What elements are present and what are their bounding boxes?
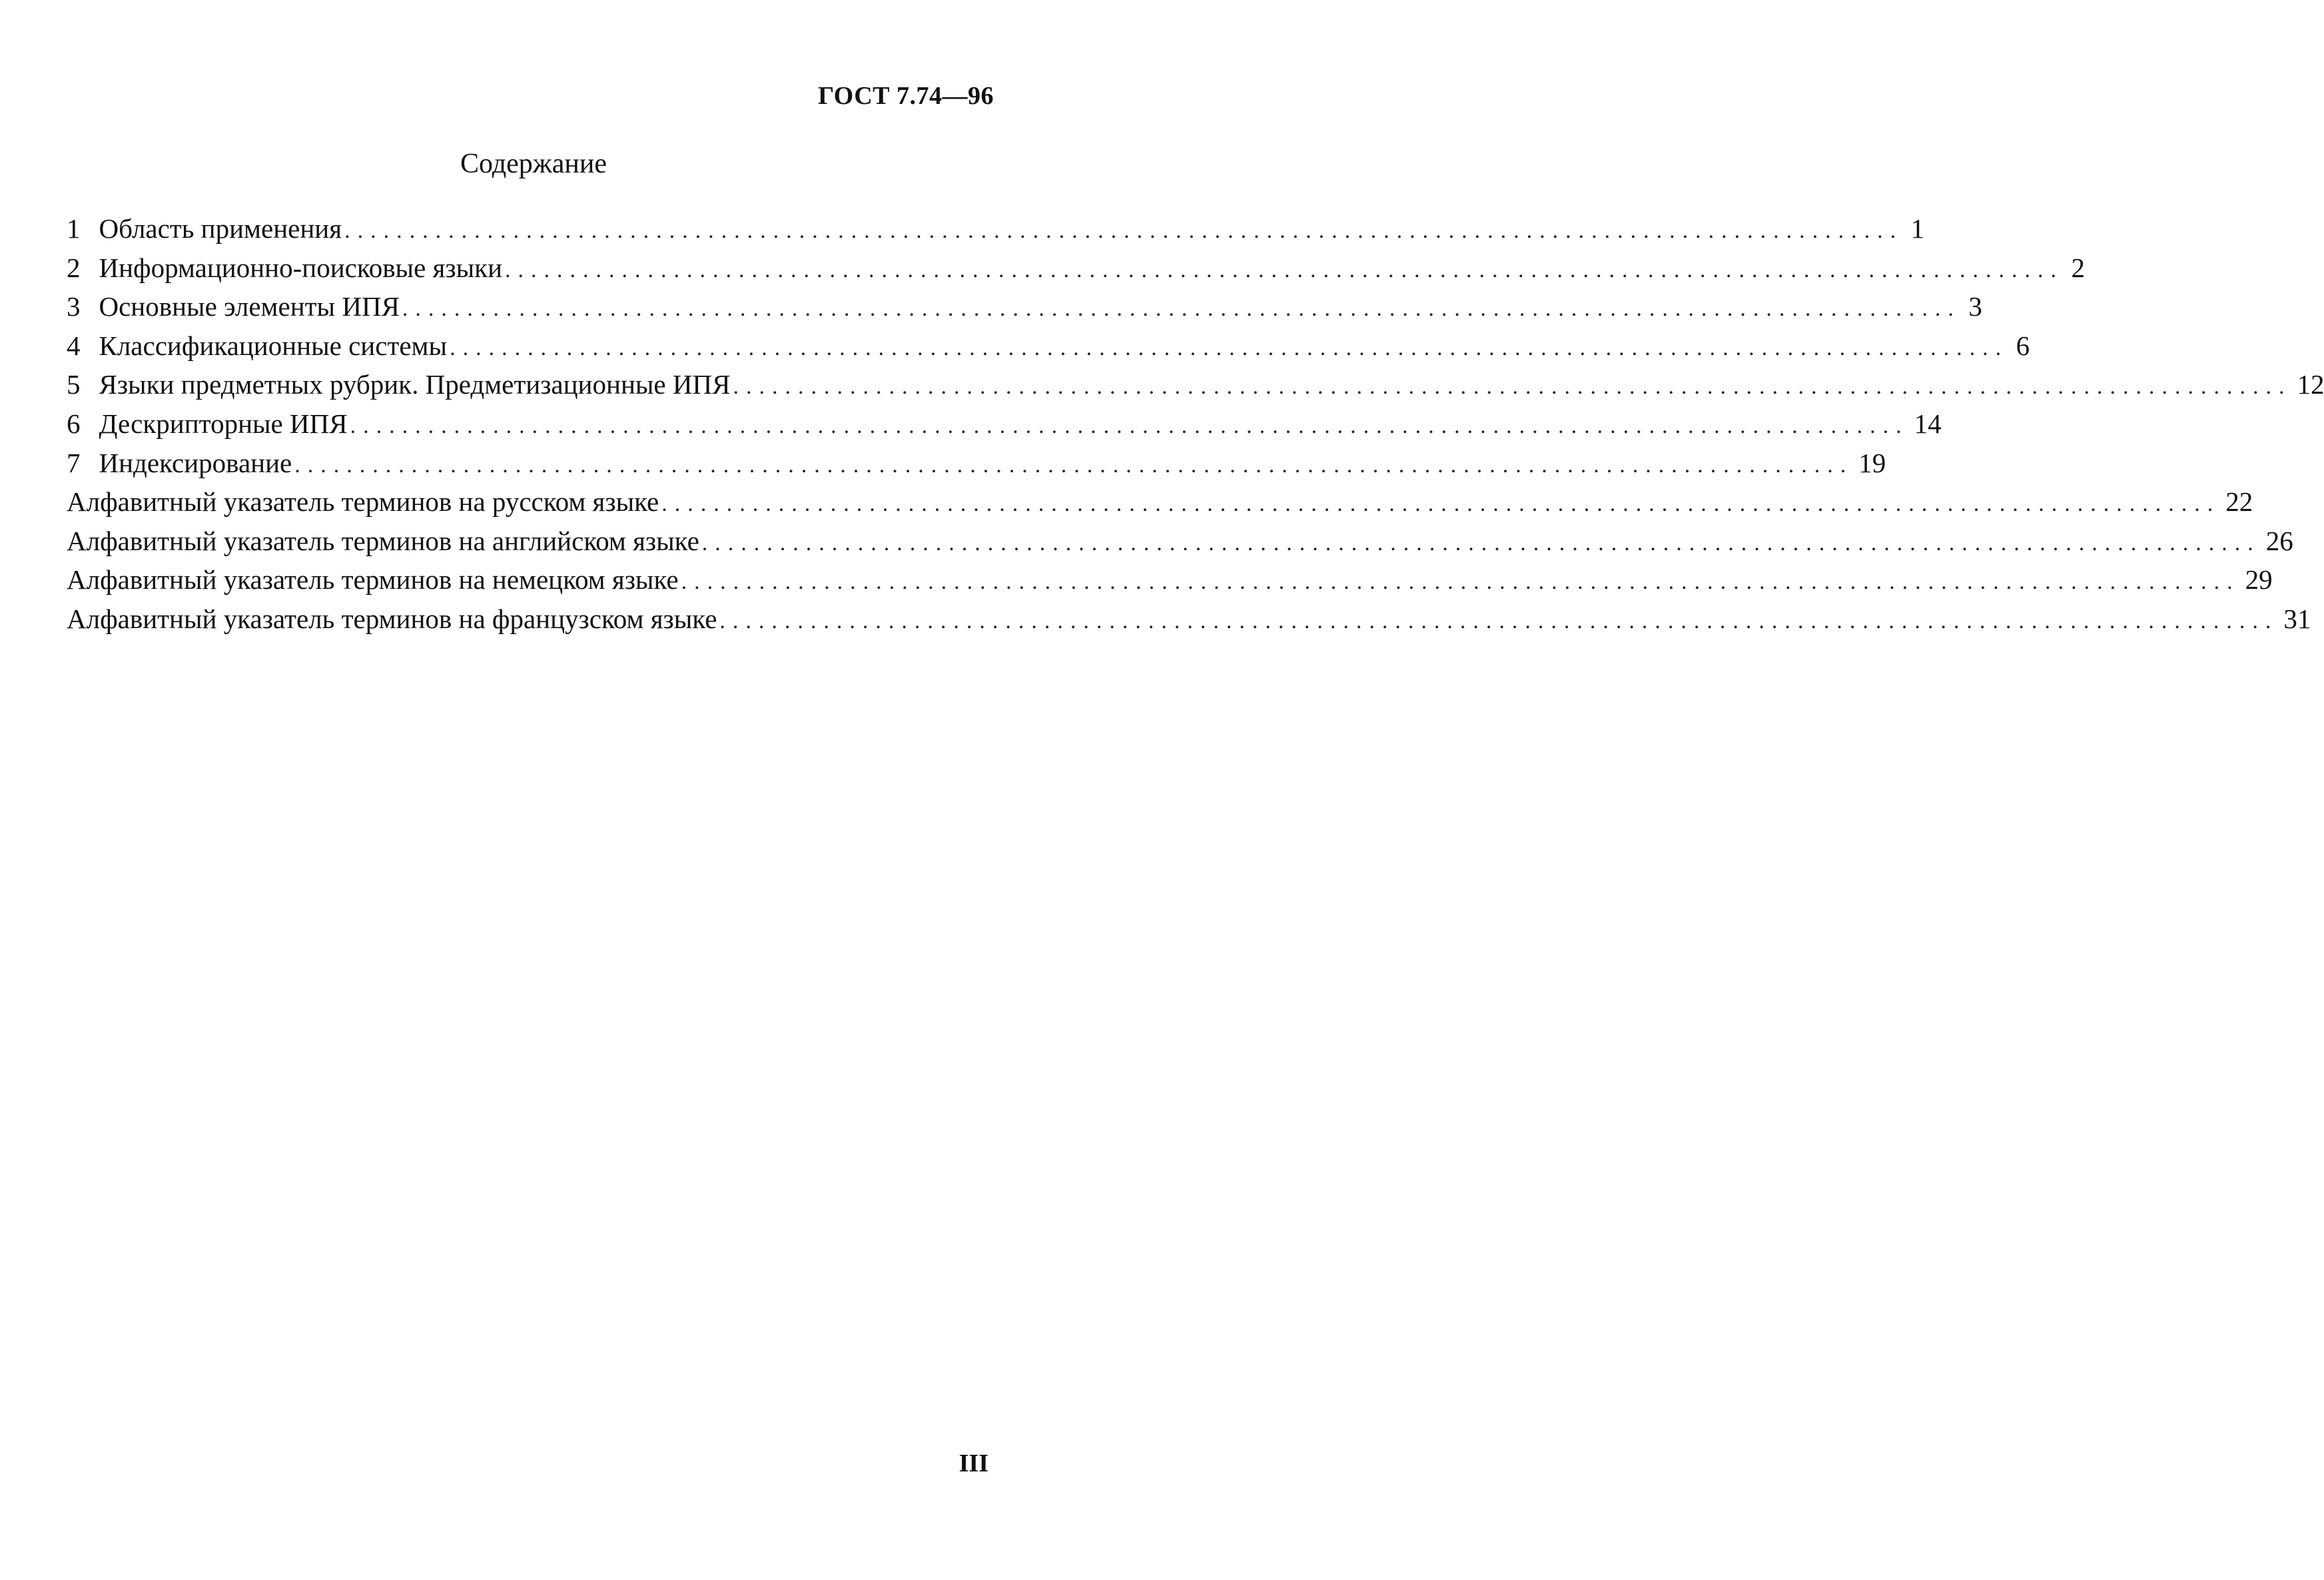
toc-entry-label: Индексирование xyxy=(99,447,292,478)
toc-entry-number: 1 xyxy=(67,213,81,244)
toc-entry[interactable] xyxy=(67,522,2293,561)
toc-entry-label: Языки предметных рубрик. Предметизационные ИПЯ xyxy=(99,369,731,400)
toc-entry[interactable] xyxy=(67,326,2030,366)
dot-leader: ........................................................................................................................ xyxy=(661,492,2221,517)
toc-entry-page: 12 xyxy=(2297,369,2324,400)
dot-leader: ........................................................................................................................ xyxy=(701,530,2261,556)
page-number: III xyxy=(959,1449,988,1477)
toc-entry-page: 26 xyxy=(2265,525,2293,556)
document-code: ГОСТ 7.74—96 xyxy=(817,82,994,110)
dot-leader: ........................................................................................................................ xyxy=(681,570,2240,595)
toc-entry-page: 3 xyxy=(1968,291,1982,322)
toc-entry-page: 31 xyxy=(2283,603,2311,634)
toc-entry-label: Дескрипторные ИПЯ xyxy=(99,408,348,439)
dot-leader: ........................................................................................................................ xyxy=(350,413,1909,438)
toc-entry[interactable] xyxy=(67,599,2311,639)
toc-entry-page: 2 xyxy=(2071,252,2086,283)
toc-entry-label: Алфавитный указатель терминов на русском языке xyxy=(67,486,659,518)
toc-entry-page: 14 xyxy=(1914,408,1942,439)
toc-entry-number: 2 xyxy=(67,252,81,283)
toc-entry[interactable] xyxy=(67,482,2253,522)
toc-entry-label: Информационно-поисковые языки xyxy=(99,252,503,283)
toc-entry-number: 3 xyxy=(67,291,81,322)
toc-entry[interactable] xyxy=(67,287,1982,326)
toc-entry-number: 5 xyxy=(67,369,81,400)
toc-entry-page: 19 xyxy=(1858,447,1886,478)
toc-entry-label: Алфавитный указатель терминов на французском языке xyxy=(67,603,717,634)
toc-entry-page: 6 xyxy=(2016,330,2030,361)
toc-entry[interactable] xyxy=(67,209,1925,248)
toc-entry-label: Алфавитный указатель терминов на английском языке xyxy=(67,525,699,556)
toc-entry[interactable] xyxy=(67,365,2324,404)
toc-entry[interactable] xyxy=(67,404,1942,444)
table-of-contents xyxy=(67,209,2324,639)
dot-leader: ........................................................................................................................ xyxy=(719,608,2279,633)
dot-leader: ........................................................................................................................ xyxy=(294,452,1854,478)
toc-entry[interactable] xyxy=(67,560,2273,599)
toc-entry-page: 1 xyxy=(1910,213,1925,244)
toc-entry[interactable] xyxy=(67,248,2086,288)
toc-entry-number: 6 xyxy=(67,408,81,439)
toc-entry-label: Основные элементы ИПЯ xyxy=(99,291,400,322)
toc-entry-page: 29 xyxy=(2245,564,2273,595)
dot-leader: ........................................................................................................................ xyxy=(402,296,1961,322)
toc-entry-label: Область применения xyxy=(99,213,342,244)
toc-entry[interactable] xyxy=(67,444,1886,483)
dot-leader: ........................................................................................................................ xyxy=(344,218,1904,243)
toc-title: Содержание xyxy=(460,149,607,179)
dot-leader: ........................................................................................................................ xyxy=(733,374,2292,400)
toc-entry-label: Алфавитный указатель терминов на немецком языке xyxy=(67,564,679,595)
dot-leader: ........................................................................................................................ xyxy=(505,257,2064,282)
toc-entry-page: 22 xyxy=(2225,486,2253,518)
toc-entry-number: 7 xyxy=(67,447,81,478)
dot-leader: ........................................................................................................................ xyxy=(450,335,2009,360)
toc-entry-label: Классификационные системы xyxy=(99,330,448,361)
toc-entry-number: 4 xyxy=(67,330,81,361)
